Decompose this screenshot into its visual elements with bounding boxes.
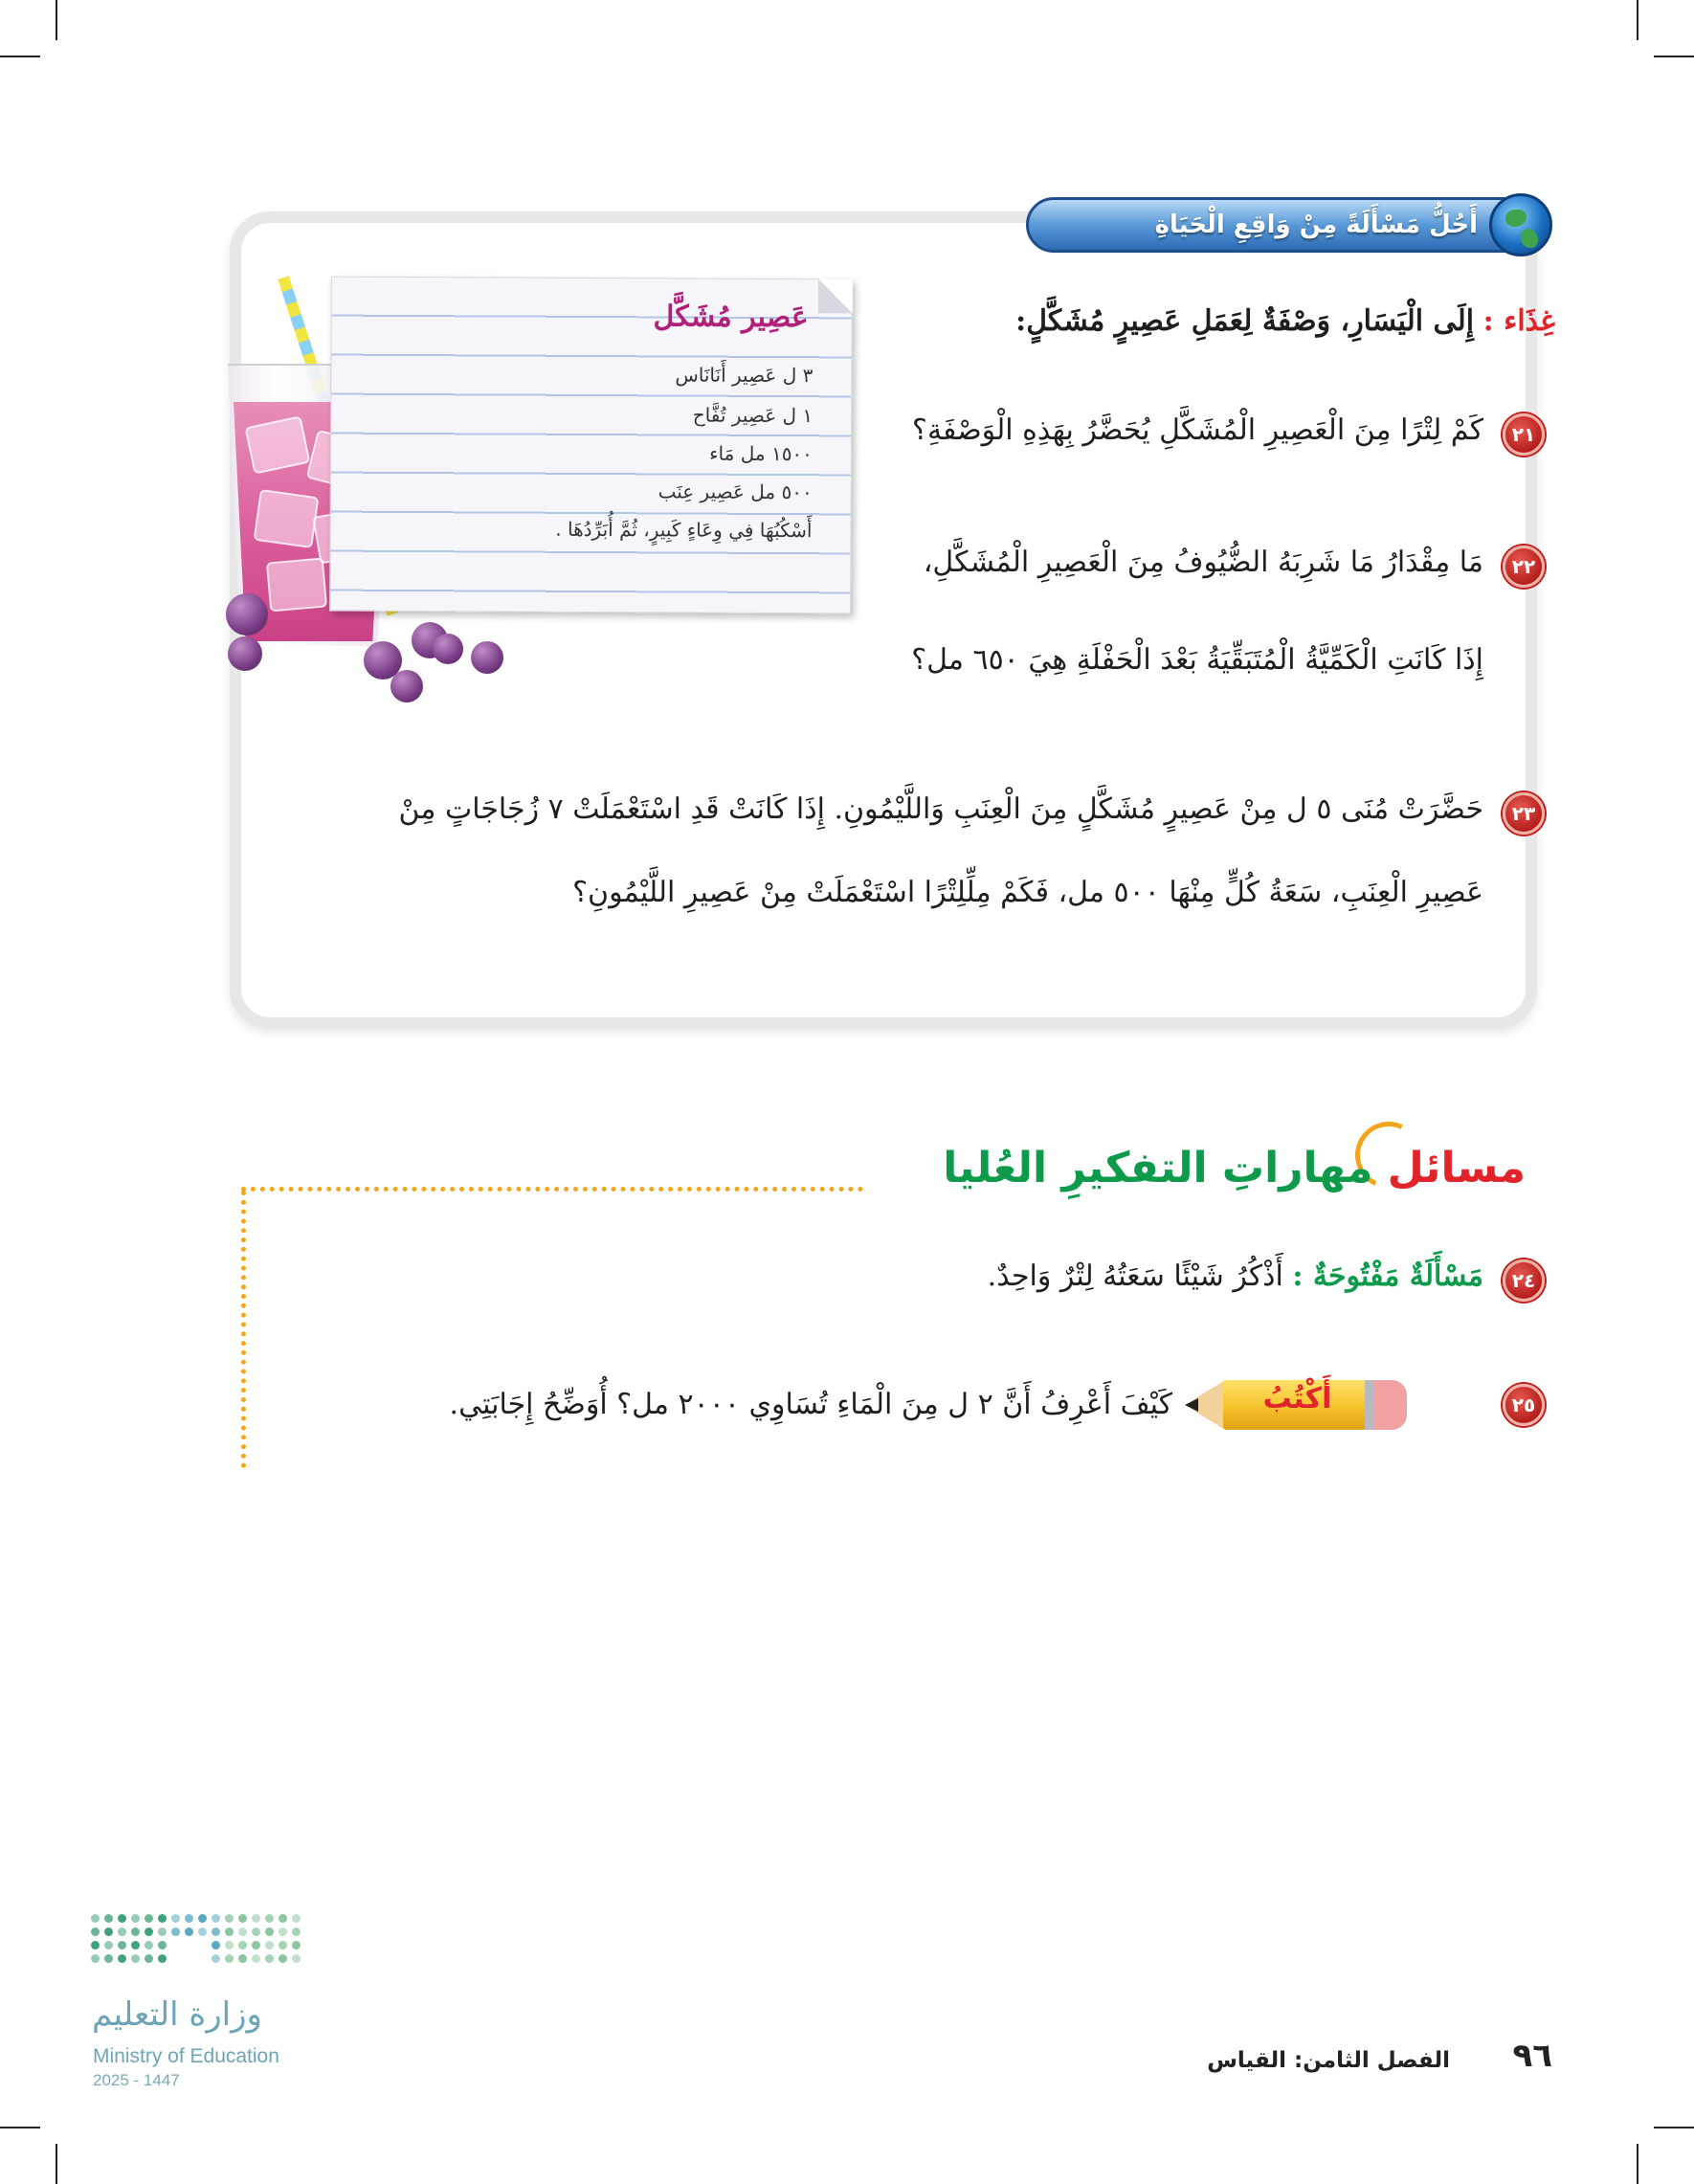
logo-dot (131, 1941, 140, 1950)
logo-dot (171, 1914, 180, 1923)
chapter-title: الفصل الثامن: القياس (1207, 2048, 1450, 2073)
logo-dot (118, 1928, 126, 1936)
question-22-line-1: مَا مِقْدَارُ مَا شَرِبَهُ الضُّيُوفُ مِنَ الْعَصِيرِ الْمُشَكَّلِ، (923, 546, 1483, 579)
logo-dot (145, 1928, 153, 1936)
ice-cube (266, 557, 327, 612)
grape-illustration (433, 634, 463, 664)
question-23-line-1: حَضَّرَتْ مُنَى ٥ ل مِنْ عَصِيرٍ مُشَكَّلٍ مِنَ الْعِنَبِ وَاللَّيْمُونِ. إِذَا كَانَتْ قَدِ اسْتَعْمَلَتْ ٧ زُجَاجَاتٍ مِنْ (398, 792, 1483, 826)
logo-dot (279, 1954, 287, 1963)
logo-dot (225, 1941, 234, 1950)
hots-dotted-border-top (241, 1187, 863, 1192)
logo-dot (292, 1914, 301, 1923)
logo-dot (131, 1928, 140, 1936)
ministry-logo-icon (91, 1914, 306, 1972)
logo-dot (252, 1954, 260, 1963)
logo-dot (104, 1914, 113, 1923)
logo-dot (252, 1941, 260, 1950)
recipe-title: عَصِير مُشَكَّل (653, 300, 809, 335)
question-24-text: أَذْكُرُ شَيْئًا سَعَتُهُ لِتْرٌ وَاحِدٌ. (987, 1259, 1283, 1293)
ice-cube (254, 489, 320, 548)
grape-illustration (226, 593, 268, 635)
logo-dot (238, 1914, 247, 1923)
recipe-item: ٣ ل عَصِير أَنَانَاس (675, 363, 814, 388)
logo-dot (131, 1954, 140, 1963)
crop-mark (56, 2144, 57, 2184)
pencil-icon (1185, 1380, 1405, 1430)
logo-dot (252, 1914, 260, 1923)
logo-dot (131, 1914, 140, 1923)
logo-dot (145, 1954, 153, 1963)
question-25-text: كَيْفَ أَعْرِفُ أَنَّ ٢ ل مِنَ الْمَاءِ تُسَاوِي ٢٠٠٠ مل؟ أُوَضِّحُ إِجَابَتِي. (449, 1388, 1172, 1421)
question-23-line-2: عَصِيرِ الْعِنَبِ، سَعَةُ كُلٍّ مِنْهَا ٥٠٠ مل، فَكَمْ مِلِّلِتْرًا اسْتَعْمَلَتْ مِنْ عَصِيرِ اللَّيْمُونِ؟ (572, 876, 1483, 909)
logo-dot (265, 1941, 274, 1950)
logo-dot (225, 1914, 234, 1923)
logo-dot (158, 1954, 167, 1963)
hots-dotted-border-left (241, 1191, 246, 1468)
logo-dot (91, 1914, 100, 1923)
logo-dot (265, 1914, 274, 1923)
logo-dot (158, 1928, 167, 1936)
logo-dot (265, 1928, 274, 1936)
logo-dot (104, 1941, 113, 1950)
globe-icon (1489, 193, 1552, 256)
question-22-line-2: إِذَا كَانَتِ الْكَمِّيَّةُ الْمُتَبَقِّيَةُ بَعْدَ الْحَفْلَةِ هِيَ ٦٥٠ مل؟ (911, 643, 1483, 677)
question-number-21: ٢١ (1503, 413, 1545, 456)
crop-mark (1637, 0, 1638, 40)
question-24 (988, 1259, 1483, 1293)
food-intro (1015, 304, 1555, 338)
logo-dot (238, 1954, 247, 1963)
grape-illustration (471, 641, 503, 674)
logo-dot (212, 1941, 220, 1950)
logo-dot (292, 1954, 301, 1963)
crop-mark (1654, 56, 1694, 57)
logo-dot (118, 1914, 126, 1923)
logo-dot (118, 1941, 126, 1950)
question-number-24: ٢٤ (1503, 1259, 1545, 1302)
real-life-banner (1026, 197, 1548, 253)
logo-dot (292, 1928, 301, 1936)
logo-dot (185, 1928, 193, 1936)
grape-illustration (228, 636, 262, 671)
logo-dot (225, 1954, 234, 1963)
logo-dot (198, 1928, 207, 1936)
real-life-banner-title: أَحُلُّ مَسْأَلَةً مِنْ وَاقِعِ الْحَيَاةِ (1154, 211, 1478, 239)
recipe-item: ١٥٠٠ مل مَاء (709, 441, 814, 466)
crop-mark (1654, 2127, 1694, 2128)
logo-dot (158, 1941, 167, 1950)
recipe-card (329, 277, 853, 614)
logo-dot (292, 1941, 301, 1950)
logo-dot (279, 1928, 287, 1936)
recipe-item: ٥٠٠ مل عَصِير عِنَب (658, 479, 813, 504)
logo-dot (265, 1954, 274, 1963)
hots-section-title (943, 1144, 1526, 1192)
logo-dot (171, 1928, 180, 1936)
crop-mark (1637, 2144, 1638, 2184)
question-number-23: ٢٣ (1503, 792, 1545, 835)
crop-mark (56, 0, 57, 40)
logo-dot (238, 1941, 247, 1950)
ministry-year: 2025 - 1447 (93, 2071, 180, 2089)
logo-dot (279, 1914, 287, 1923)
logo-dot (104, 1954, 113, 1963)
logo-dot (238, 1928, 247, 1936)
crop-mark (0, 2127, 40, 2128)
question-21-text: كَمْ لِتْرًا مِنَ الْعَصِيرِ الْمُشَكَّلِ يُحَضَّرُ بِهَذِهِ الْوَصْفَةِ؟ (912, 413, 1483, 447)
logo-dot (212, 1914, 220, 1923)
write-label: أَكْتُبُ (1262, 1382, 1332, 1415)
logo-dot (158, 1914, 167, 1923)
logo-dot (279, 1941, 287, 1950)
logo-dot (118, 1954, 126, 1963)
logo-dot (91, 1941, 100, 1950)
logo-dot (104, 1928, 113, 1936)
ministry-name-ar: وزارة التعليم (92, 1995, 262, 2034)
logo-dot (91, 1928, 100, 1936)
logo-dot (212, 1928, 220, 1936)
page-number: ٩٦ (1512, 2037, 1552, 2075)
hots-title-part-2: مهاراتِ التفكيرِ العُليا (943, 1144, 1373, 1192)
ministry-name-en: Ministry of Education (93, 2045, 279, 2067)
logo-dot (145, 1914, 153, 1923)
food-intro-text: إِلَى الْيَسَارِ، وَصْفَةٌ لِعَمَلِ عَصِيرٍ مُشَكَّلٍ: (1015, 304, 1475, 338)
question-number-25: ٢٥ (1503, 1384, 1545, 1426)
food-label: غِذَاء : (1482, 304, 1555, 338)
logo-dot (225, 1928, 234, 1936)
logo-dot (252, 1928, 260, 1936)
recipe-item: ١ ل عَصِير تُفَّاح (692, 403, 814, 428)
open-problem-label: مَسْأَلَةٌ مَفْتُوحَةٌ : (1292, 1259, 1483, 1293)
logo-dot (185, 1914, 193, 1923)
logo-dot (198, 1914, 207, 1923)
hots-title-part-1: مسائل (1387, 1144, 1526, 1192)
recipe-item: أَسْكُبُهَا فِي وِعَاءٍ كَبِيرٍ، ثُمَّ أُبَرِّدُهَا . (555, 517, 813, 543)
logo-dot (91, 1954, 100, 1963)
question-number-22: ٢٢ (1503, 546, 1545, 588)
crop-mark (0, 56, 40, 57)
grape-illustration (390, 670, 423, 702)
logo-dot (145, 1941, 153, 1950)
logo-dot (212, 1954, 220, 1963)
